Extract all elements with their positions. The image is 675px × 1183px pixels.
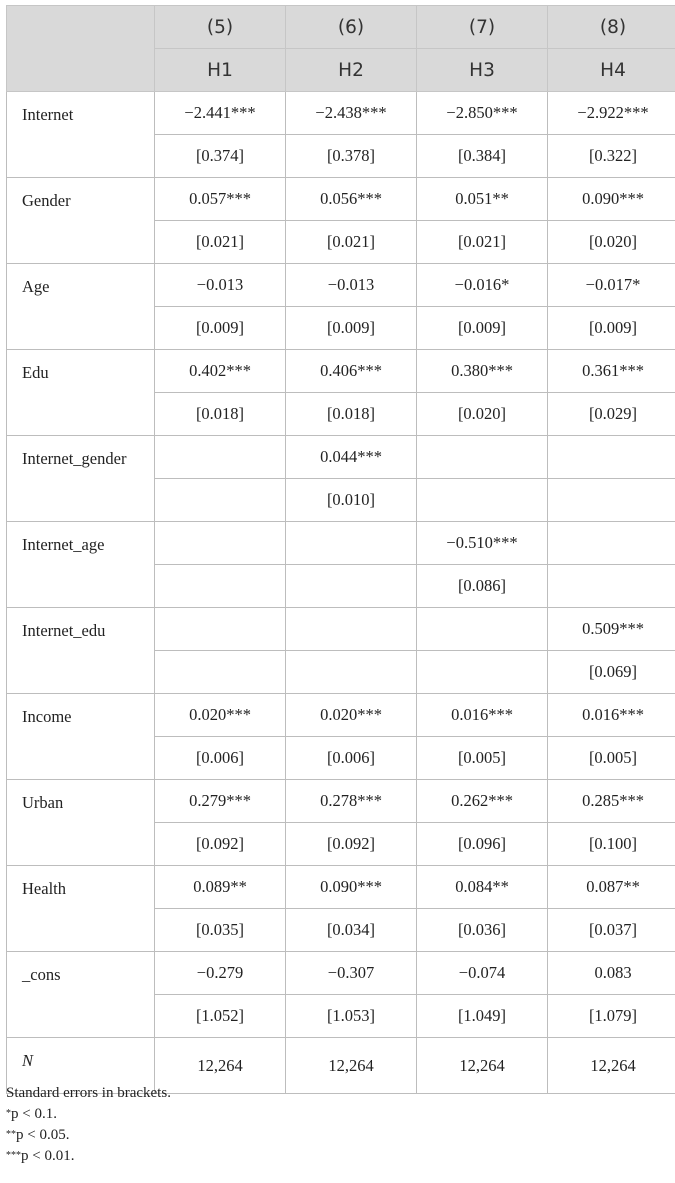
- standard-error-cell: [155, 651, 286, 694]
- standard-error-cell: [0.009]: [286, 307, 417, 350]
- hypothesis-header: H4: [548, 49, 675, 92]
- model-header: (8): [548, 6, 675, 49]
- standard-error-cell: [548, 565, 675, 608]
- variable-label: Urban: [7, 780, 155, 866]
- standard-error-cell: [0.018]: [286, 393, 417, 436]
- standard-error-cell: [0.009]: [548, 307, 675, 350]
- coefficient-cell: −0.307: [286, 952, 417, 995]
- significance-marker: **: [6, 1129, 16, 1140]
- standard-error-cell: [0.020]: [417, 393, 548, 436]
- standard-error-cell: [0.009]: [155, 307, 286, 350]
- coefficient-cell: 0.057***: [155, 178, 286, 221]
- standard-error-cell: [0.006]: [155, 737, 286, 780]
- standard-error-cell: [0.020]: [548, 221, 675, 264]
- standard-error-cell: [0.086]: [417, 565, 548, 608]
- header-blank-cell: [7, 6, 155, 92]
- coefficient-cell: −2.922***: [548, 92, 675, 135]
- variable-label: Gender: [7, 178, 155, 264]
- standard-error-cell: [0.010]: [286, 479, 417, 522]
- variable-label: Internet_gender: [7, 436, 155, 522]
- observations-cell: 12,264: [548, 1038, 675, 1094]
- standard-error-cell: [0.037]: [548, 909, 675, 952]
- standard-error-cell: [0.034]: [286, 909, 417, 952]
- coefficient-cell: 0.279***: [155, 780, 286, 823]
- table-row-coef: [7, 780, 675, 823]
- coefficient-cell: −0.279: [155, 952, 286, 995]
- coefficient-cell: −2.441***: [155, 92, 286, 135]
- table-row-coef: [7, 866, 675, 909]
- coefficient-cell: 0.056***: [286, 178, 417, 221]
- note-text: Standard errors in brackets.: [6, 1085, 171, 1101]
- coefficient-cell: 0.089**: [155, 866, 286, 909]
- coefficient-cell: [417, 608, 548, 651]
- variable-label: N: [7, 1038, 155, 1094]
- note-text: p < 0.05.: [16, 1127, 70, 1143]
- note-line: [6, 1083, 171, 1104]
- coefficient-cell: 0.090***: [286, 866, 417, 909]
- table-row-coef: [7, 436, 675, 479]
- standard-error-cell: [0.384]: [417, 135, 548, 178]
- standard-error-cell: [0.069]: [548, 651, 675, 694]
- coefficient-cell: 0.278***: [286, 780, 417, 823]
- standard-error-cell: [0.092]: [155, 823, 286, 866]
- coefficient-cell: [286, 522, 417, 565]
- table-row-coef: [7, 350, 675, 393]
- standard-error-cell: [155, 565, 286, 608]
- standard-error-cell: [0.021]: [286, 221, 417, 264]
- table-row-coef: [7, 694, 675, 737]
- coefficient-cell: 0.016***: [548, 694, 675, 737]
- standard-error-cell: [0.092]: [286, 823, 417, 866]
- table-body: [7, 92, 675, 1094]
- model-header: (6): [286, 6, 417, 49]
- standard-error-cell: [0.374]: [155, 135, 286, 178]
- note-line: [6, 1146, 171, 1167]
- coefficient-cell: 0.016***: [417, 694, 548, 737]
- standard-error-cell: [0.009]: [417, 307, 548, 350]
- coefficient-cell: [155, 522, 286, 565]
- model-header: (5): [155, 6, 286, 49]
- coefficient-cell: 0.285***: [548, 780, 675, 823]
- standard-error-cell: [0.005]: [548, 737, 675, 780]
- variable-label: Edu: [7, 350, 155, 436]
- coefficient-cell: 0.020***: [155, 694, 286, 737]
- standard-error-cell: [0.100]: [548, 823, 675, 866]
- standard-error-cell: [286, 651, 417, 694]
- coefficient-cell: 0.083: [548, 952, 675, 995]
- coefficient-cell: 0.262***: [417, 780, 548, 823]
- coefficient-cell: 0.509***: [548, 608, 675, 651]
- table-row-coef: [7, 522, 675, 565]
- standard-error-cell: [0.096]: [417, 823, 548, 866]
- coefficient-cell: −2.850***: [417, 92, 548, 135]
- note-text: p < 0.01.: [21, 1148, 75, 1164]
- coefficient-cell: 0.044***: [286, 436, 417, 479]
- standard-error-cell: [155, 479, 286, 522]
- coefficient-cell: [548, 522, 675, 565]
- observations-cell: 12,264: [155, 1038, 286, 1094]
- coefficient-cell: [548, 436, 675, 479]
- standard-error-cell: [417, 479, 548, 522]
- hypothesis-header: H3: [417, 49, 548, 92]
- coefficient-cell: [155, 436, 286, 479]
- coefficient-cell: −0.016*: [417, 264, 548, 307]
- standard-error-cell: [1.052]: [155, 995, 286, 1038]
- table-notes: [6, 1083, 171, 1167]
- coefficient-cell: 0.402***: [155, 350, 286, 393]
- note-line: [6, 1125, 171, 1146]
- variable-label: _cons: [7, 952, 155, 1038]
- table-row-coef: [7, 178, 675, 221]
- variable-label: Internet_edu: [7, 608, 155, 694]
- coefficient-cell: 0.090***: [548, 178, 675, 221]
- header-row-models: [7, 6, 675, 49]
- standard-error-cell: [0.021]: [155, 221, 286, 264]
- coefficient-cell: −0.510***: [417, 522, 548, 565]
- coefficient-cell: 0.380***: [417, 350, 548, 393]
- note-text: p < 0.1.: [11, 1106, 57, 1122]
- coefficient-cell: −0.017*: [548, 264, 675, 307]
- regression-table: [6, 5, 675, 1094]
- standard-error-cell: [0.035]: [155, 909, 286, 952]
- coefficient-cell: 0.084**: [417, 866, 548, 909]
- table-row-coef: [7, 608, 675, 651]
- significance-marker: *: [6, 1108, 11, 1119]
- coefficient-cell: 0.406***: [286, 350, 417, 393]
- table-row-coef: [7, 92, 675, 135]
- observations-cell: 12,264: [417, 1038, 548, 1094]
- standard-error-cell: [0.018]: [155, 393, 286, 436]
- variable-label: Health: [7, 866, 155, 952]
- hypothesis-header: H1: [155, 49, 286, 92]
- significance-marker: ***: [6, 1150, 21, 1161]
- variable-label: Internet_age: [7, 522, 155, 608]
- coefficient-cell: −0.013: [155, 264, 286, 307]
- standard-error-cell: [1.053]: [286, 995, 417, 1038]
- standard-error-cell: [286, 565, 417, 608]
- coefficient-cell: [155, 608, 286, 651]
- observations-cell: 12,264: [286, 1038, 417, 1094]
- variable-label: Internet: [7, 92, 155, 178]
- note-line: [6, 1104, 171, 1125]
- coefficient-cell: 0.051**: [417, 178, 548, 221]
- standard-error-cell: [0.021]: [417, 221, 548, 264]
- coefficient-cell: [286, 608, 417, 651]
- standard-error-cell: [0.322]: [548, 135, 675, 178]
- variable-label: Age: [7, 264, 155, 350]
- model-header: (7): [417, 6, 548, 49]
- standard-error-cell: [0.029]: [548, 393, 675, 436]
- variable-label: Income: [7, 694, 155, 780]
- standard-error-cell: [1.049]: [417, 995, 548, 1038]
- standard-error-cell: [0.006]: [286, 737, 417, 780]
- coefficient-cell: 0.087**: [548, 866, 675, 909]
- coefficient-cell: −0.013: [286, 264, 417, 307]
- coefficient-cell: −2.438***: [286, 92, 417, 135]
- standard-error-cell: [0.036]: [417, 909, 548, 952]
- coefficient-cell: −0.074: [417, 952, 548, 995]
- coefficient-cell: 0.361***: [548, 350, 675, 393]
- hypothesis-header: H2: [286, 49, 417, 92]
- standard-error-cell: [417, 651, 548, 694]
- coefficient-cell: [417, 436, 548, 479]
- table-row-coef: [7, 264, 675, 307]
- coefficient-cell: 0.020***: [286, 694, 417, 737]
- standard-error-cell: [548, 479, 675, 522]
- standard-error-cell: [1.079]: [548, 995, 675, 1038]
- standard-error-cell: [0.005]: [417, 737, 548, 780]
- standard-error-cell: [0.378]: [286, 135, 417, 178]
- table-row-coef: [7, 952, 675, 995]
